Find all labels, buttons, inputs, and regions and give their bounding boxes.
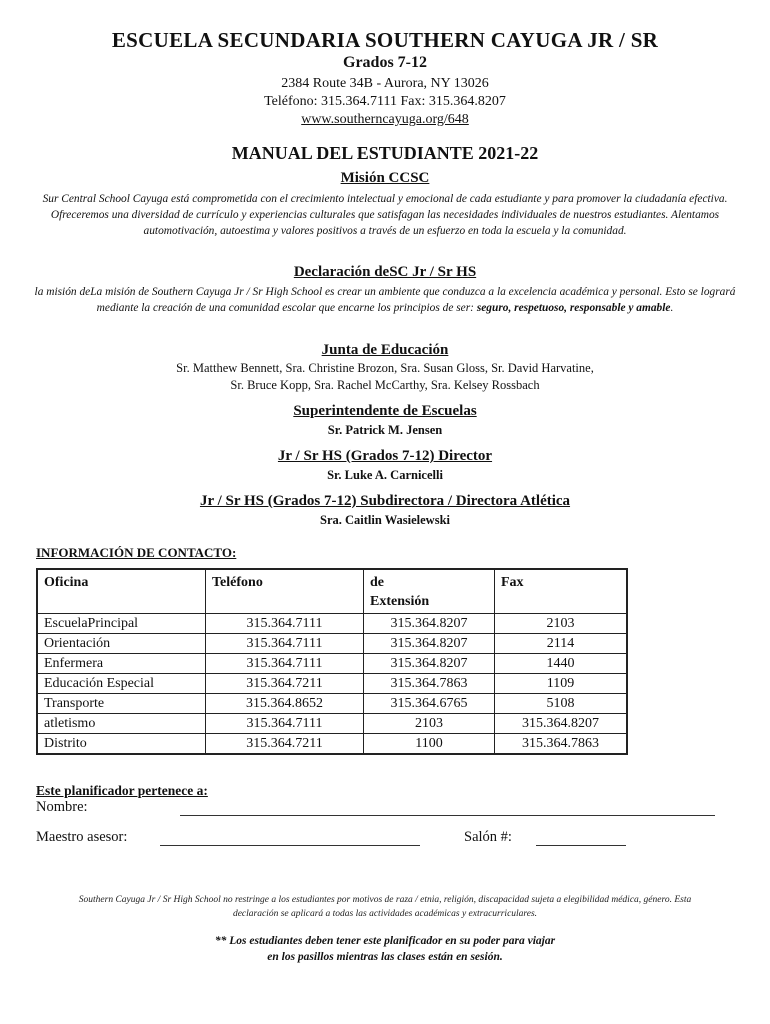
mission-text: Sur Central School Cayuga está comprometida con el crecimiento intelectual y emocional de cada estudiante y para promover la ciudadanía efectiva. Ofreceremos una diversidad de currículo y experiencias culturales que satisfagan las necesidades individuales de nuestros estudiantes. Alentamos automotivación, autoestima y valores positivos a través de un esfuerzo en toda la escuela y la comunidad. [42,193,728,237]
extension-cell: 1100 [364,734,495,755]
declaration-heading: Declaración deSC Jr / Sr HS [293,264,477,280]
declaration-paragraph [30,284,740,316]
extension-cell: 315.364.8207 [364,634,495,654]
grades-subtitle: Grados 7-12 [343,54,427,71]
phone-cell: 315.364.8652 [206,694,364,714]
superintendent-name: Sr. Patrick M. Jensen [327,423,443,437]
col-extension [364,569,495,614]
col-extension-line-1: de [370,575,384,590]
planner-notice-line-2: en los pasillos mientras las clases están en sesión. [267,951,503,963]
phone-cell: 315.364.7111 [206,714,364,734]
col-fax: Fax [495,569,628,614]
planner-notice-line-1: ** Los estudiantes deben tener este planificador en su poder para viajar [214,935,556,947]
name-row [36,799,88,816]
name-field[interactable] [180,803,715,816]
room-label: Salón #: [464,829,512,845]
advisor-field[interactable] [160,833,420,846]
office-cell: Educación Especial [37,674,206,694]
table-row [37,634,627,654]
phone-cell: 315.364.7211 [206,734,364,755]
director-name: Sr. Luke A. Carnicelli [327,468,443,482]
table-row [37,614,627,634]
contact-heading: INFORMACIÓN DE CONTACTO: [36,545,237,560]
table-row [37,654,627,674]
extension-cell: 315.364.7863 [364,674,495,694]
fax-cell: 1440 [495,654,628,674]
superintendent-heading: Superintendente de Escuelas [293,403,477,419]
extension-cell: 315.364.6765 [364,694,495,714]
fax-cell: 2114 [495,634,628,654]
board-members-line-1: Sr. Matthew Bennett, Sra. Christine Brozon, Sra. Susan Gloss, Sr. David Harvatine, [176,361,594,375]
school-contact-block [0,75,770,129]
table-row [37,714,627,734]
extension-cell: 2103 [364,714,495,734]
phone-fax: Teléfono: 315.364.7111 Fax: 315.364.8207 [264,94,506,109]
office-cell: Transporte [37,694,206,714]
contact-table-header [37,569,627,614]
phone-cell: 315.364.7211 [206,674,364,694]
declaration-period: . [670,302,674,314]
nondiscrimination-note: Southern Cayuga Jr / Sr High School no restringe a los estudiantes por motivos de raza / etnia, religión, discapacidad sujeta a elegibilidad médica, género. Esta declaración se aplicará a todas las actividades académicas y extracurriculares. [78,895,692,919]
room-field[interactable] [536,833,626,846]
address: 2384 Route 34B - Aurora, NY 13026 [281,76,489,91]
table-row [37,734,627,755]
director-heading: Jr / Sr HS (Grados 7-12) Director [277,448,493,464]
col-extension-line-2: Extensión [370,594,430,609]
extension-cell: 315.364.8207 [364,654,495,674]
phone-cell: 315.364.7111 [206,614,364,634]
name-label: Nombre: [36,799,88,815]
declaration-text: la misión deLa misión de Southern Cayuga Jr / Sr High School es crear un ambiente que conduzca a la excelencia académica y personal. Esto se logrará mediante la creación de una comunidad escolar que encarne los principios de ser: [34,286,736,314]
assistant-name: Sra. Caitlin Wasielewski [320,513,450,527]
contact-table [36,568,628,755]
fax-cell: 315.364.7863 [495,734,628,755]
phone-cell: 315.364.7111 [206,634,364,654]
fax-cell: 2103 [495,614,628,634]
website-link[interactable]: www.southerncayuga.org/648 [301,112,469,127]
col-office: Oficina [37,569,206,614]
advisor-label: Maestro asesor: [36,829,128,845]
planner-notice [60,933,710,965]
office-cell: atletismo [37,714,206,734]
fax-cell: 5108 [495,694,628,714]
fax-cell: 1109 [495,674,628,694]
table-row [37,674,627,694]
principles-text: seguro, respetuoso, responsable y amable [476,302,671,314]
school-name: ESCUELA SECUNDARIA SOUTHERN CAYUGA JR / SR [111,28,659,52]
fax-cell: 315.364.8207 [495,714,628,734]
phone-cell: 315.364.7111 [206,654,364,674]
room-row [464,829,512,846]
advisor-row [36,829,127,846]
extension-cell: 315.364.8207 [364,614,495,634]
office-cell: Enfermera [37,654,206,674]
board-members-line-2: Sr. Bruce Kopp, Sra. Rachel McCarthy, Sra. Kelsey Rossbach [230,378,540,392]
office-cell: EscuelaPrincipal [37,614,206,634]
office-cell: Distrito [37,734,206,755]
manual-title: MANUAL DEL ESTUDIANTE 2021-22 [231,143,539,163]
mission-heading: Misión CCSC [340,170,430,186]
board-members [0,360,770,394]
board-heading: Junta de Educación [321,342,449,358]
planner-owner-heading: Este planificador pertenece a: [36,783,208,798]
col-phone: Teléfono [206,569,364,614]
office-cell: Orientación [37,634,206,654]
assistant-heading: Jr / Sr HS (Grados 7-12) Subdirectora / Directora Atlética [199,493,571,509]
table-row [37,694,627,714]
